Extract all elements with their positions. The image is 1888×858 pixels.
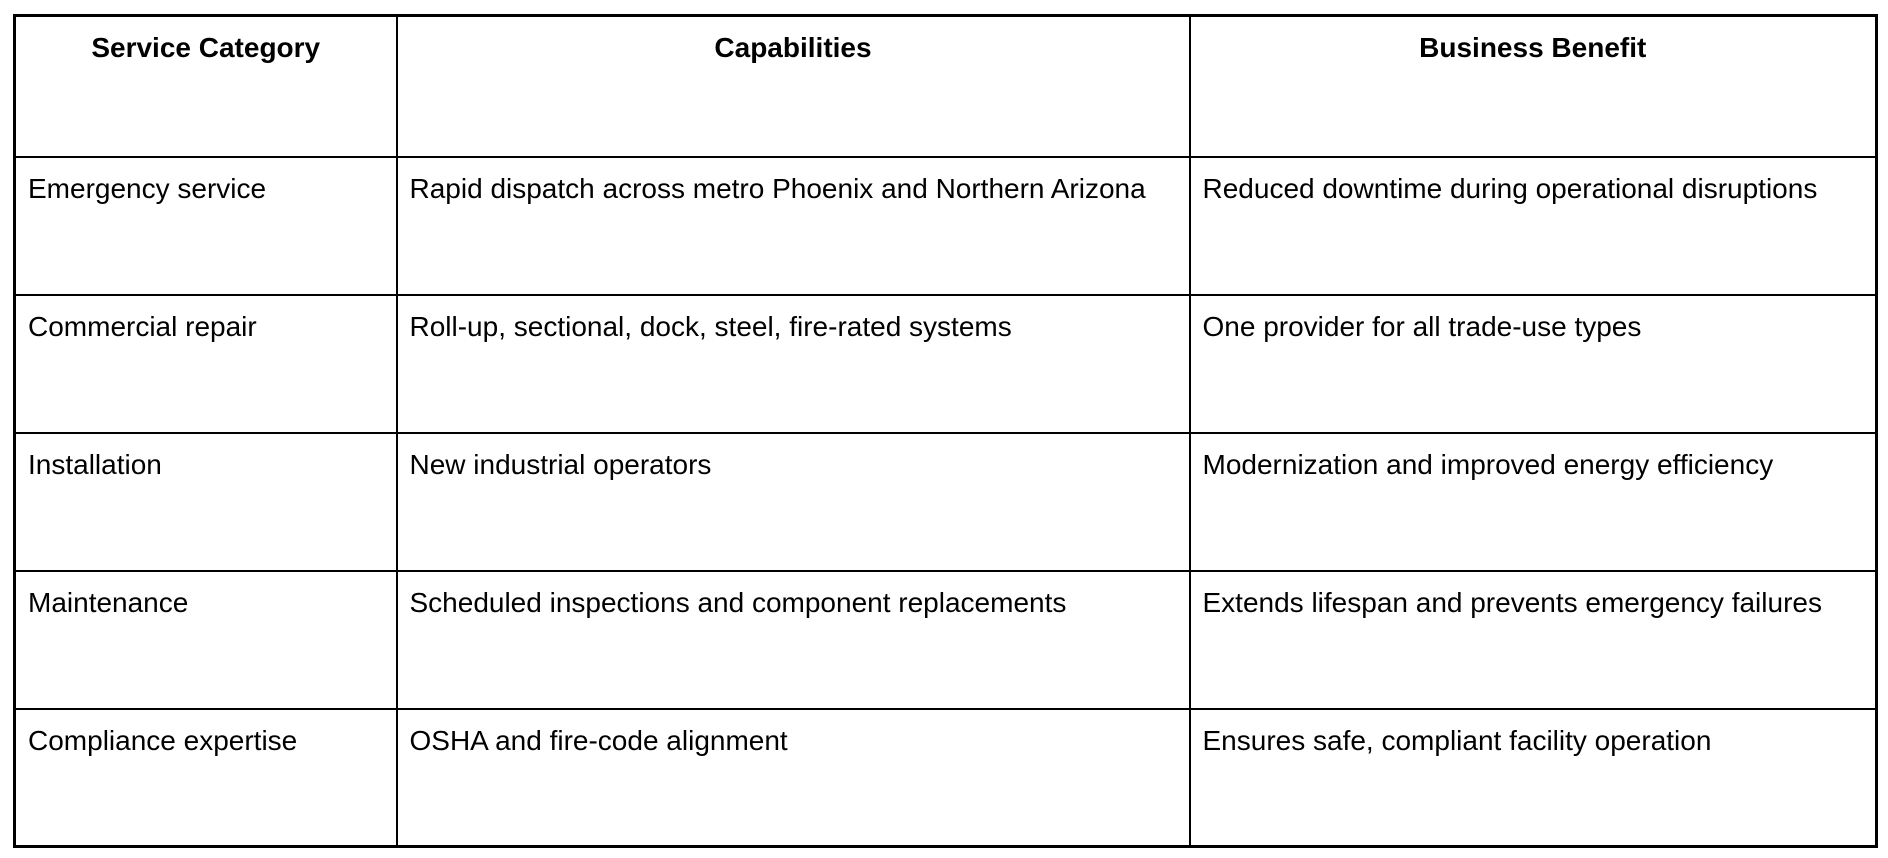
column-header-business-benefit: Business Benefit <box>1190 16 1877 157</box>
cell-service-category: Compliance expertise <box>15 709 397 847</box>
cell-business-benefit: Ensures safe, compliant facility operation <box>1190 709 1877 847</box>
column-header-service-category: Service Category <box>15 16 397 157</box>
cell-capabilities: Rapid dispatch across metro Phoenix and Northern Arizona <box>397 157 1190 295</box>
column-header-capabilities: Capabilities <box>397 16 1190 157</box>
cell-service-category: Installation <box>15 433 397 571</box>
cell-capabilities: OSHA and fire-code alignment <box>397 709 1190 847</box>
table-row <box>15 157 1877 295</box>
cell-business-benefit: One provider for all trade-use types <box>1190 295 1877 433</box>
cell-service-category: Commercial repair <box>15 295 397 433</box>
services-table <box>13 14 1878 848</box>
table-row <box>15 433 1877 571</box>
table-row <box>15 709 1877 847</box>
table-row <box>15 571 1877 709</box>
cell-service-category: Maintenance <box>15 571 397 709</box>
table-header-row <box>15 16 1877 157</box>
cell-capabilities: Scheduled inspections and component replacements <box>397 571 1190 709</box>
cell-business-benefit: Extends lifespan and prevents emergency failures <box>1190 571 1877 709</box>
cell-business-benefit: Reduced downtime during operational disruptions <box>1190 157 1877 295</box>
cell-capabilities: New industrial operators <box>397 433 1190 571</box>
cell-business-benefit: Modernization and improved energy efficiency <box>1190 433 1877 571</box>
table-row <box>15 295 1877 433</box>
cell-service-category: Emergency service <box>15 157 397 295</box>
cell-capabilities: Roll-up, sectional, dock, steel, fire-rated systems <box>397 295 1190 433</box>
